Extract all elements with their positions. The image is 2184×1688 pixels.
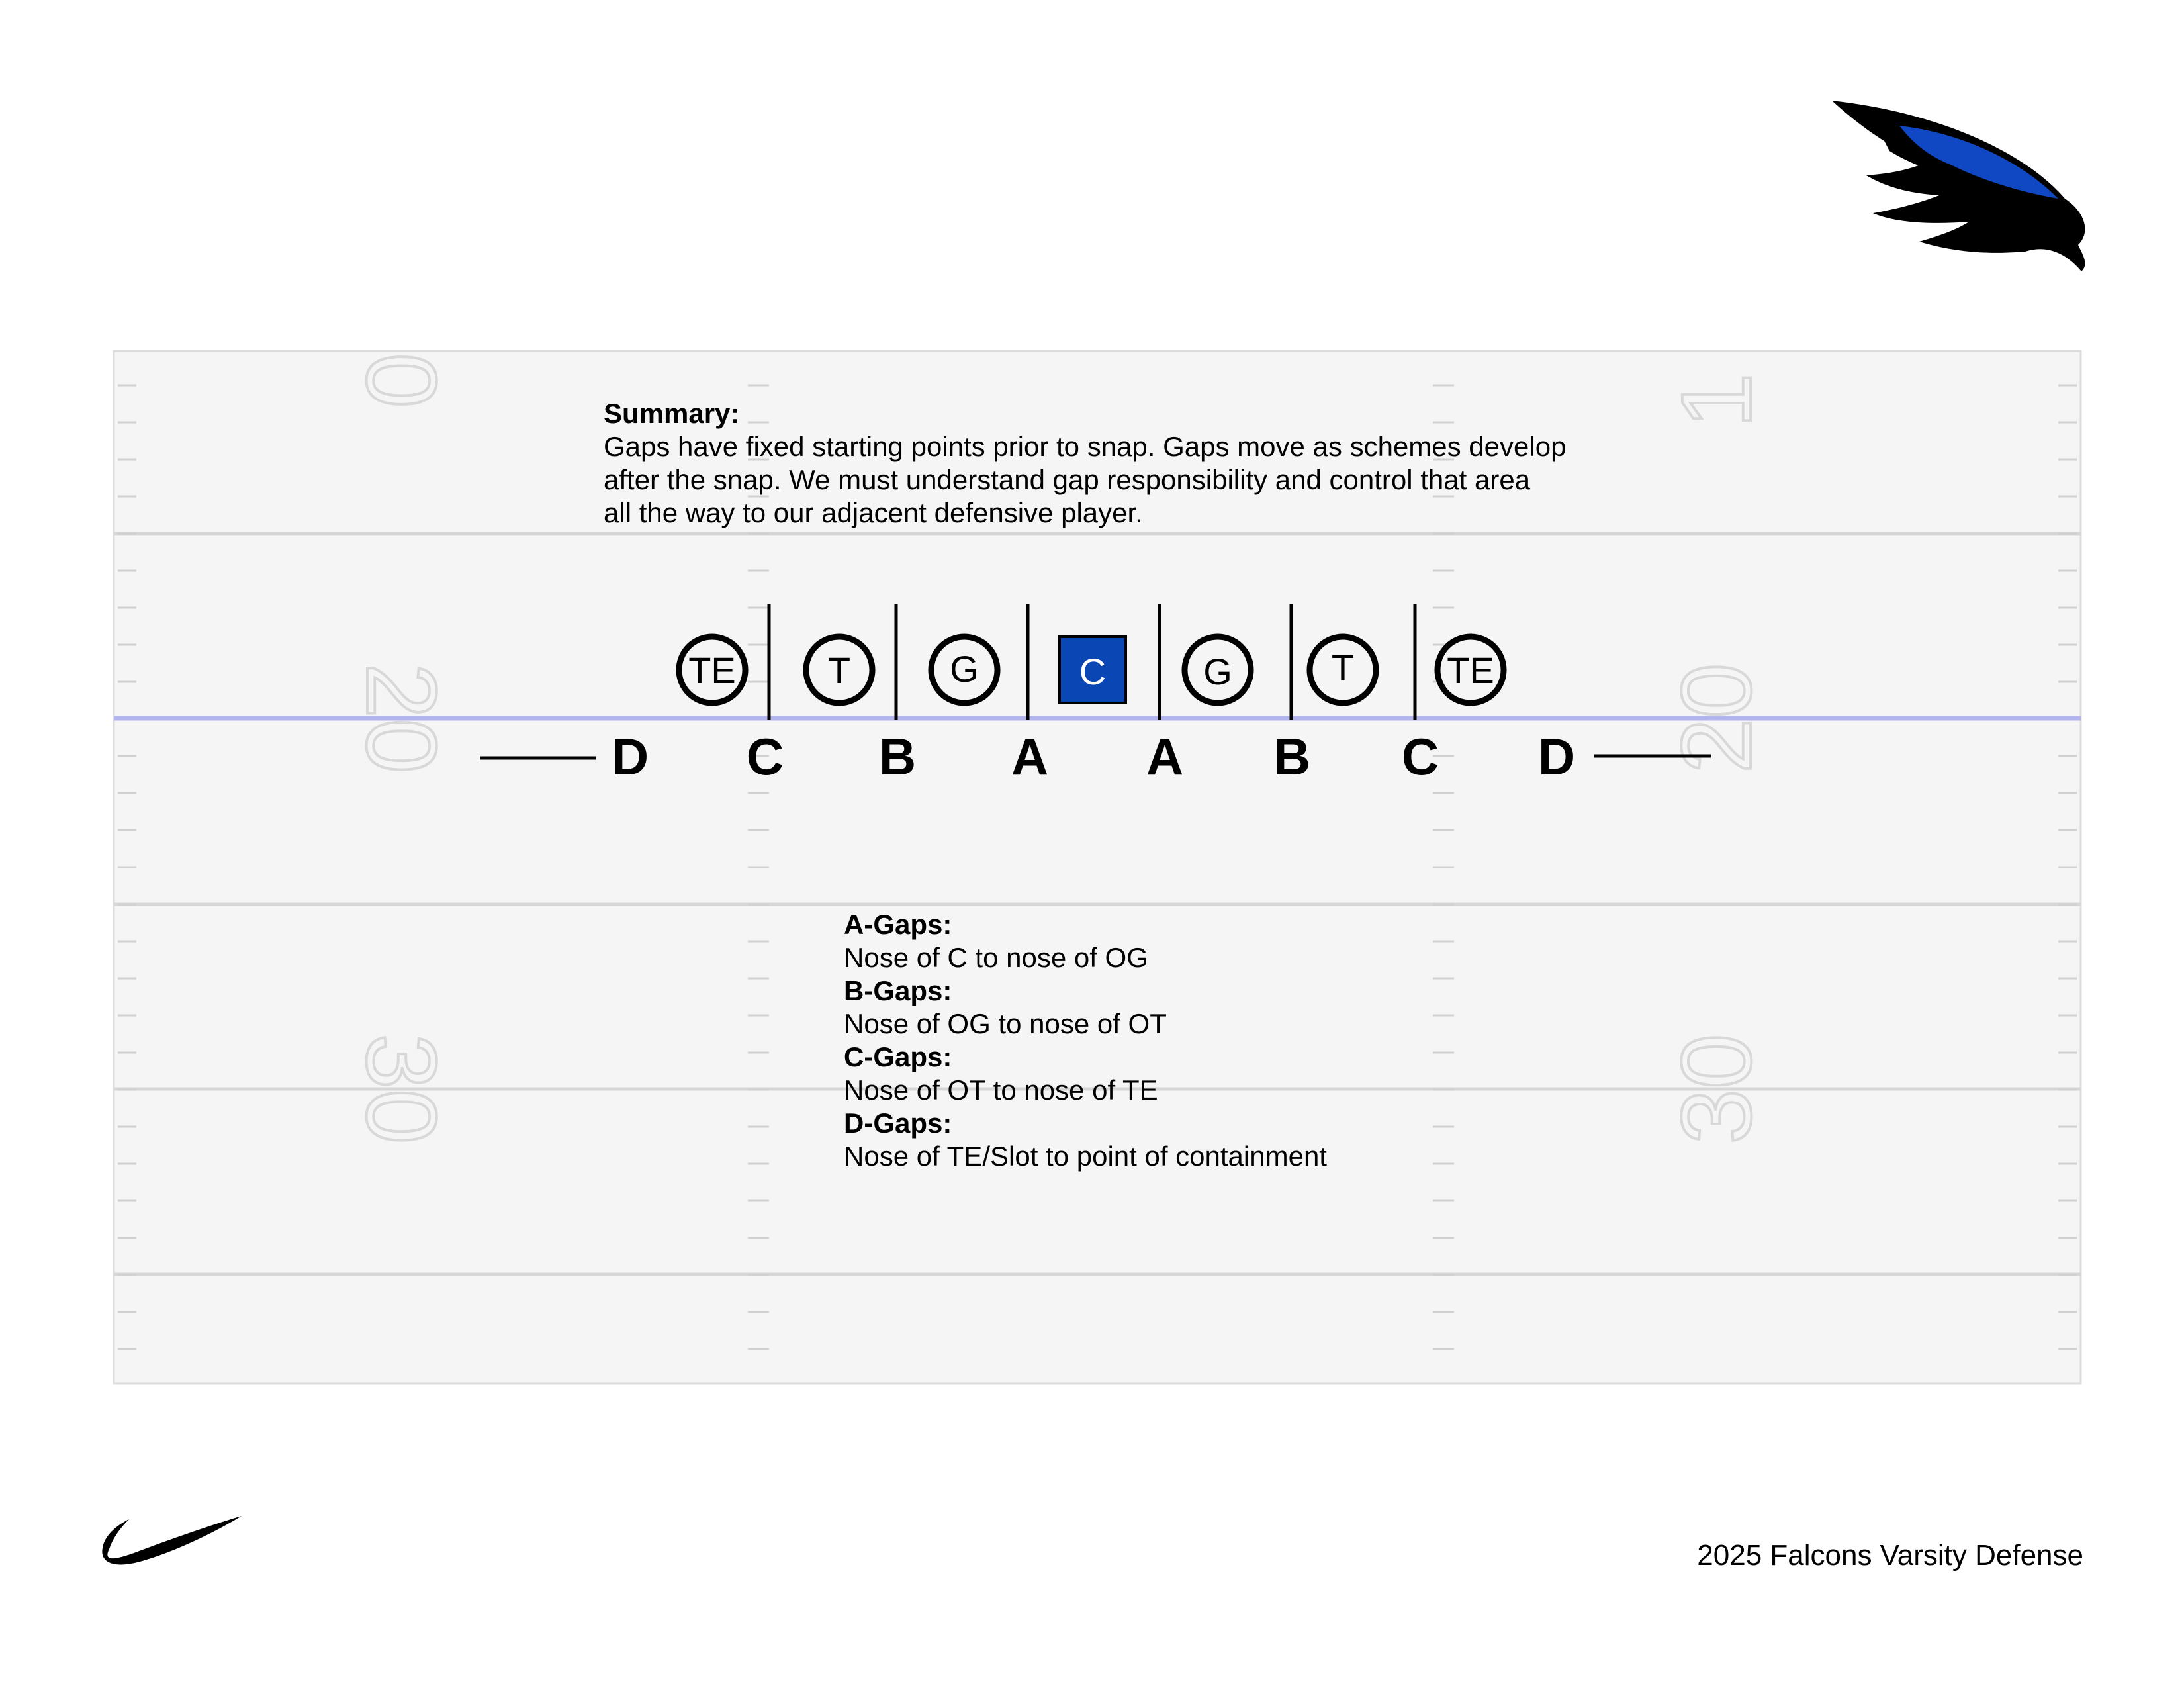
lineman-tackle-right (1310, 637, 1376, 703)
summary-heading: Summary: (604, 398, 740, 429)
lineman-label: C (1079, 651, 1107, 692)
lineman-label: G (950, 648, 979, 690)
lineman-label: TE (1447, 649, 1494, 691)
swoosh-logo (102, 1516, 242, 1565)
gap-definition-title: B-Gaps: (844, 975, 952, 1006)
gap-definition-text: Nose of C to nose of OG (844, 942, 1148, 973)
yard-number: 20 (346, 663, 457, 774)
falcon-logo (1832, 101, 2085, 271)
gap-label-a-left: A (1011, 727, 1049, 786)
yard-number: 30 (1661, 1033, 1772, 1145)
summary-block (604, 397, 1729, 530)
lineman-tight-end-left (679, 637, 745, 703)
gap-definition-title: C-Gaps: (844, 1041, 952, 1072)
lineman-label: G (1203, 651, 1232, 692)
summary-line: after the snap. We must understand gap responsibility and control that area (604, 464, 1531, 495)
gap-definition-title: D-Gaps: (844, 1107, 952, 1139)
yard-number: 0 (346, 353, 457, 408)
gap-label-d-right: D (1537, 727, 1576, 786)
summary-line: all the way to our adjacent defensive player. (604, 497, 1143, 528)
lineman-label: TE (688, 649, 736, 691)
gap-label-c-right: C (1401, 727, 1439, 786)
gap-definition-text: Nose of TE/Slot to point of containment (844, 1141, 1327, 1172)
gap-label-b-left: B (878, 727, 917, 786)
lineman-guard-left (931, 637, 997, 703)
gap-label-a-right: A (1146, 727, 1184, 786)
lineman-guard-right (1185, 637, 1251, 703)
gap-definitions (844, 908, 1506, 1173)
gap-label-b-right: B (1273, 727, 1311, 786)
footer-caption: 2025 Falcons Varsity Defense (1697, 1539, 2083, 1571)
gap-label-d-left: D (611, 727, 649, 786)
lineman-label: T (1331, 647, 1355, 688)
lineman-tackle-left (806, 637, 872, 703)
yard-number: 20 (1661, 663, 1772, 774)
yard-number: 1 (1661, 373, 1772, 428)
summary-line: Gaps have fixed starting points prior to snap. Gaps move as schemes develop (604, 431, 1567, 462)
lineman-center (1060, 637, 1126, 703)
yard-number: 30 (346, 1033, 457, 1145)
gap-label-c-left: C (746, 727, 784, 786)
lineman-label: T (827, 649, 851, 691)
gap-definition-text: Nose of OG to nose of OT (844, 1008, 1167, 1039)
lineman-tight-end-right (1437, 637, 1504, 703)
gap-definition-title: A-Gaps: (844, 909, 952, 940)
gap-definition-text: Nose of OT to nose of TE (844, 1074, 1158, 1105)
